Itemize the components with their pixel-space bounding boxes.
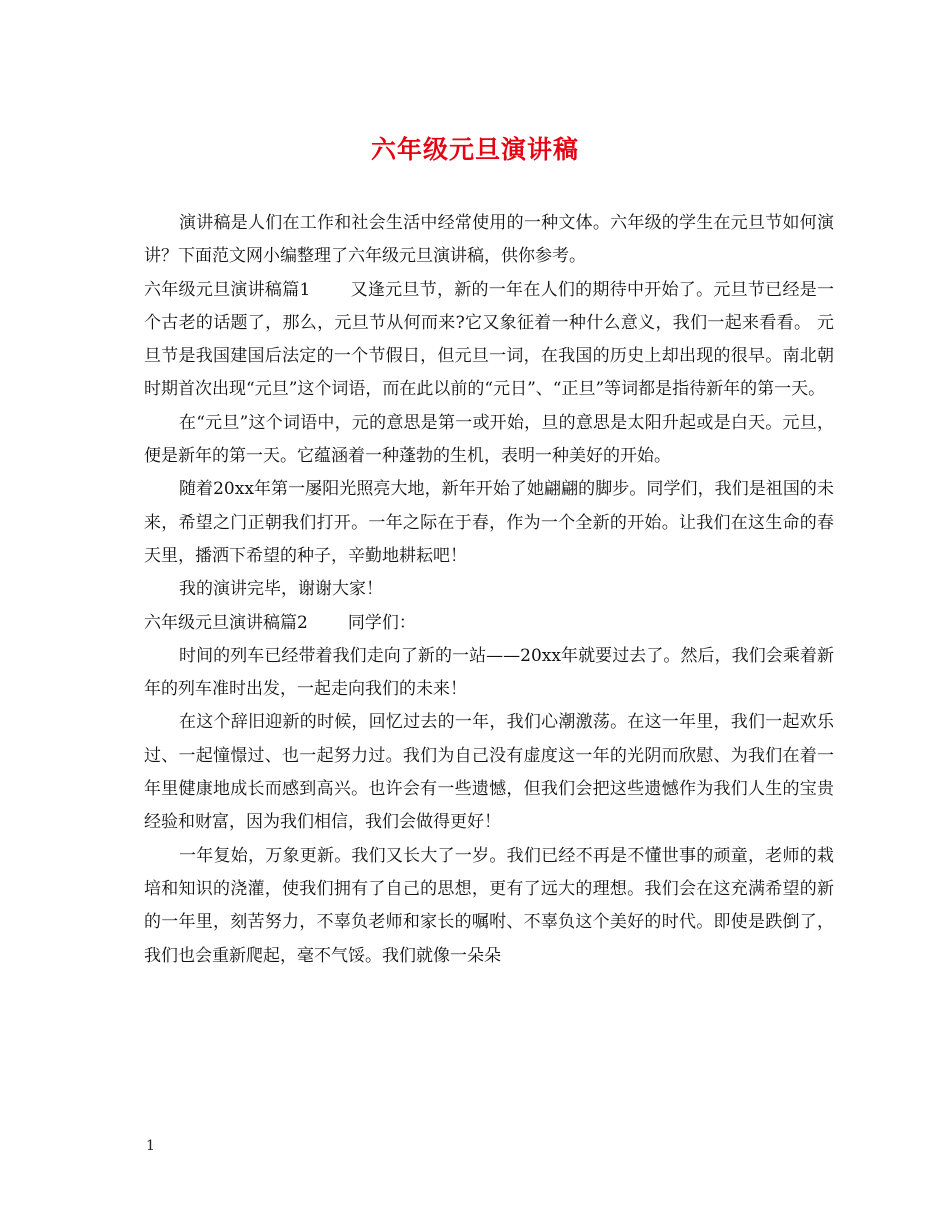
section2-first-paragraph	[144, 607, 834, 640]
section1-first-text: 又逢元旦节，新的一年在人们的期待中开始了。元旦节已经是一个古老的话题了，那么，元旦节从何而来?它又象征着一种什么意义，我们一起来看看。 元旦节是我国建国后法定的一个节假日，但元旦一词，在我国的历史上却出现的很早。南北朝时期首次出现“元旦”这个词语，而在此以前的“元日”、“正旦”等词都是指待新年的第一天。	[144, 279, 834, 400]
section1-paragraph: 在“元旦”这个词语中，元的意思是第一或开始，旦的意思是太阳升起或是白天。元旦，便是新年的第一天。它蕴涵着一种蓬勃的生机，表明一种美好的开始。	[144, 412, 834, 467]
section2-paragraph: 一年复始，万象更新。我们又长大了一岁。我们已经不再是不懂世事的顽童，老师的栽培和知识的浇灌，使我们拥有了自己的思想，更有了远大的理想。我们会在这充满希望的新的一年里，刻苦努力，不辜负老师和家长的嘱咐、不辜负这个美好的时代。即使是跌倒了，我们也会重新爬起，毫不气馁。我们就像一朵朵	[144, 845, 834, 966]
section1-paragraph: 我的演讲完毕，谢谢大家！	[179, 579, 383, 600]
document-body	[144, 207, 834, 973]
section1-heading: 六年级元旦演讲稿篇1	[144, 279, 311, 300]
section2-paragraph: 时间的列车已经带着我们走向了新的一站——20xx年就要过去了。然后，我们会乘着新年的列车准时出发，一起走向我们的未来！	[144, 645, 834, 700]
section1-first-paragraph	[144, 274, 834, 407]
document-title: 六年级元旦演讲稿	[370, 135, 579, 164]
section1-paragraph: 随着20xx年第一屡阳光照亮大地，新年开始了她翩翩的脚步。同学们，我们是祖国的未来，希望之门正朝我们打开。一年之际在于春，作为一个全新的开始。让我们在这生命的春天里，播洒下希望的种子，辛勤地耕耘吧！	[144, 479, 834, 566]
section2-first-text: 同学们：	[347, 612, 416, 633]
page-number: 1	[146, 1138, 155, 1154]
section2-paragraph: 在这个辞旧迎新的时候，回忆过去的一年，我们心潮激荡。在这一年里，我们一起欢乐过、一起憧憬过、也一起努力过。我们为自己没有虚度这一年的光阴而欣慰、为我们在着一年里健康地成长而感到高兴。也许会有一些遗憾，但我们会把这些遗憾作为我们人生的宝贵经验和财富，因为我们相信，我们会做得更好！	[144, 712, 834, 833]
section2-heading: 六年级元旦演讲稿篇2	[144, 612, 308, 633]
intro-paragraph: 演讲稿是人们在工作和社会生活中经常使用的一种文体。六年级的学生在元旦节如何演讲？下面范文网小编整理了六年级元旦演讲稿，供你参考。	[144, 213, 834, 267]
